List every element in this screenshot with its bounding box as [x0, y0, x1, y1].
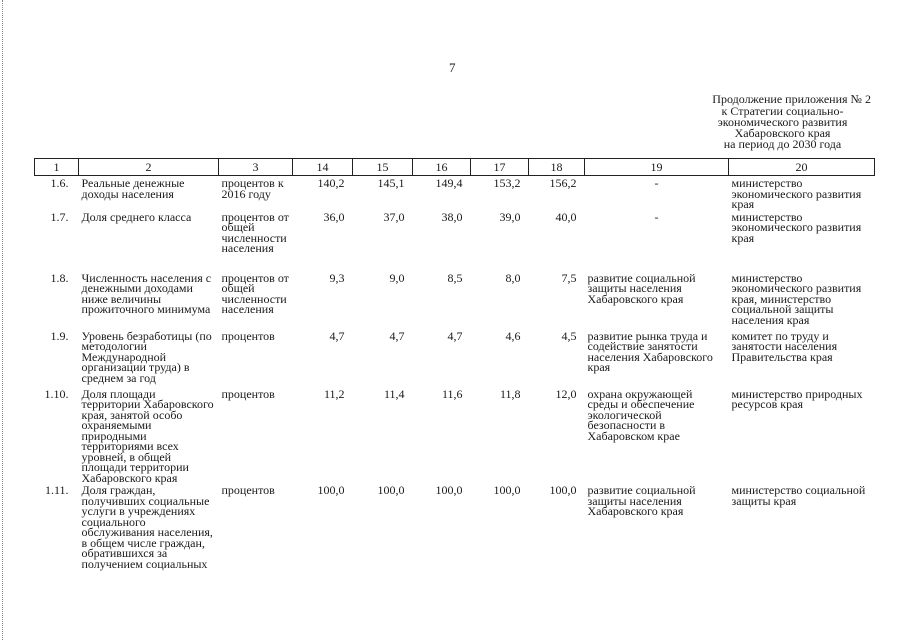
value-cell: 4,5: [561, 328, 577, 343]
value-cell: 4,7: [447, 328, 463, 343]
table-row: [35, 387, 875, 484]
value-cell: 11,8: [499, 386, 521, 401]
appendix-line-3: экономического развития: [717, 115, 848, 129]
column-header: 15: [353, 159, 413, 176]
responsible-cell: министерство экономического развития края: [731, 176, 862, 211]
table-header-row: [35, 159, 875, 176]
row-number: 1.11.: [44, 483, 69, 497]
column-header: 14: [293, 159, 353, 176]
column-header: 1: [35, 159, 79, 176]
appendix-line-2: к Стратегии социально-: [721, 104, 844, 118]
column-header: 3: [219, 159, 293, 176]
program-cell: развитие социальной защиты населения Хабаровского края: [587, 483, 696, 518]
column-header: 19: [585, 159, 729, 176]
indicator-name: Доля площади территории Хабаровского края, занятой особо охраняемыми природными территориями всех уровней, в общей площади территории Хабаровского края: [81, 386, 214, 485]
value-cell: 153,2: [493, 176, 521, 190]
value-cell: 7,5: [561, 270, 577, 285]
indicator-name: Реальные денежные доходы населения: [81, 176, 185, 201]
appendix-header: [690, 94, 875, 150]
unit-cell: процентов: [221, 386, 275, 401]
row-number: 1.9.: [50, 328, 69, 343]
column-header: 16: [413, 159, 471, 176]
responsible-cell: министерство экономического развития края: [731, 209, 862, 245]
page-number: 7: [449, 60, 456, 75]
value-cell: 4,7: [329, 328, 345, 343]
value-cell: 4,6: [505, 328, 521, 343]
unit-cell: процентов к 2016 году: [221, 176, 284, 201]
row-number: 1.7.: [50, 209, 69, 224]
value-cell: 37,0: [383, 209, 405, 224]
value-cell: 11,2: [323, 386, 345, 401]
unit-cell: процентов от общей численности населения: [221, 209, 289, 255]
table-row: [35, 271, 875, 329]
unit-cell: процентов: [221, 328, 275, 343]
row-number: 1.10.: [44, 386, 69, 401]
value-cell: 8,0: [505, 270, 521, 285]
value-cell: 9,0: [389, 270, 405, 285]
responsible-cell: министерство экономического развития края, министерство социальной защиты населения края: [731, 270, 862, 327]
column-header: 18: [529, 159, 585, 176]
appendix-line-5: на период до 2030 года: [723, 137, 842, 151]
page-edge-line: [2, 0, 3, 640]
value-cell: 100,0: [493, 483, 521, 497]
column-header: 2: [79, 159, 219, 176]
table-row: [35, 210, 875, 271]
indicator-name: Доля среднего класса: [81, 209, 192, 224]
table-row: [35, 329, 875, 387]
value-cell: 12,0: [555, 386, 577, 401]
value-cell: 11,4: [383, 386, 405, 401]
responsible-cell: министерство социальной защиты края: [731, 483, 866, 508]
row-number: 1.8.: [50, 270, 69, 285]
value-cell: 140,2: [317, 176, 345, 190]
table-row: [35, 483, 875, 569]
value-cell: 100,0: [549, 483, 577, 497]
responsible-cell: министерство природных ресурсов края: [731, 386, 863, 411]
program-cell: развитие рынка труда и содействие занятости населения Хабаровского края: [587, 328, 713, 374]
indicator-name: Уровень безработицы (по методологии Международной организации труда) в среднем за год: [81, 328, 212, 385]
responsible-cell: комитет по труду и занятости населения Правительства края: [731, 328, 838, 364]
column-header: 20: [729, 159, 875, 176]
value-cell: 145,1: [377, 176, 405, 190]
indicator-name: Доля граждан, получивших социальные услуги в учреждениях социального обслуживания населения, в общем числе граждан, обратившихся за получением социальных: [81, 483, 213, 571]
indicator-name: Численность населения с денежными доходами ниже величины прожиточного минимума: [81, 270, 212, 316]
value-cell: 156,2: [549, 176, 577, 190]
unit-cell: процентов от общей численности населения: [221, 270, 289, 316]
program-cell: развитие социальной защиты населения Хабаровского края: [587, 270, 696, 306]
value-cell: 38,0: [441, 209, 463, 224]
indicators-table: [34, 158, 875, 569]
value-cell: 39,0: [499, 209, 521, 224]
appendix-line-4: Хабаровского края: [734, 126, 831, 140]
value-cell: 100,0: [435, 483, 463, 497]
unit-cell: процентов: [221, 483, 275, 497]
row-number: 1.6.: [50, 176, 69, 190]
value-cell: 100,0: [317, 483, 345, 497]
program-cell: -: [654, 209, 659, 224]
value-cell: 8,5: [447, 270, 463, 285]
value-cell: 40,0: [555, 209, 577, 224]
column-header: 17: [471, 159, 529, 176]
value-cell: 9,3: [329, 270, 345, 285]
value-cell: 149,4: [435, 176, 463, 190]
value-cell: 4,7: [389, 328, 405, 343]
value-cell: 36,0: [323, 209, 345, 224]
value-cell: 100,0: [377, 483, 405, 497]
value-cell: 11,6: [441, 386, 463, 401]
table-row: [35, 176, 875, 210]
program-cell: охрана окружающей среды и обеспечение экологической безопасности в Хабаровском крае: [587, 386, 695, 443]
program-cell: -: [654, 176, 659, 190]
appendix-line-1: Продолжение приложения № 2: [712, 92, 871, 106]
